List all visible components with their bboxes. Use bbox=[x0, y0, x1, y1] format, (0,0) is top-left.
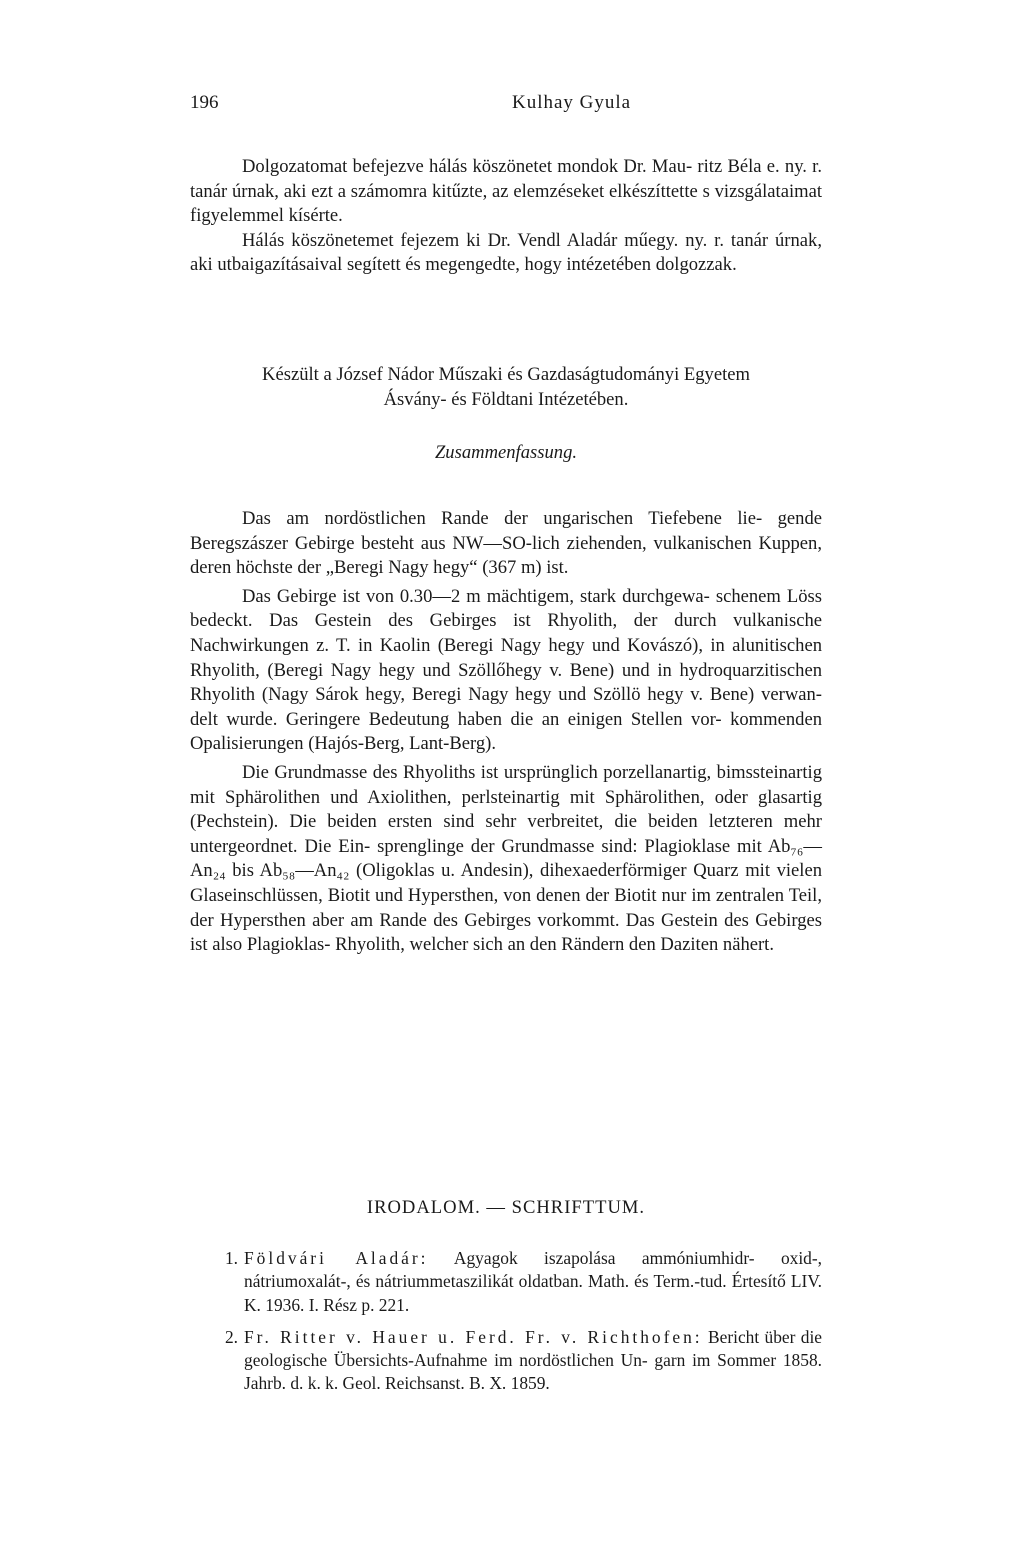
summary-paragraph: Die Grundmasse des Rhyoliths ist ursprünglich porzellanartig, bimssteinartig mit Sphärolithen und Axiolithen, perlsteinartig mit Sphärolithen, oder glasartig (Pechstein). Die beiden ersten sind sehr verbreitet, die beiden letzteren mehr untergeordnet. Die Ein- sprenglinge der Grundmasse sind: Plagioklase mit Ab₇₆— An₂₄ bis Ab₅₈—An₄₂ (Oligoklas u. Andesin), dihexaederförmiger Quarz mit vielen Glaseinschlüssen, Biotit und Hypersthen, von denen der Biotit nur im zentralen Teil, der Hypersthen aber am Rande des Gebirges vorkommt. Das Gestein des Gebirges ist also Plagioklas- Rhyolith, welcher sich an den Rändern den Daziten nähert. bbox=[190, 761, 822, 956]
affiliation bbox=[190, 362, 822, 412]
reference-author: Földvári Aladár: bbox=[244, 1248, 429, 1268]
acknowledgement-paragraph: Dolgozatomat befejezve hálás köszönetet mondok Dr. Mau- ritz Béla e. ny. r. tanár úrnak, aki ezt a számomra kitűzte, az elemzéseket elkészíttette s vizsgálataimat figyelemmel kísérte. bbox=[190, 156, 822, 227]
references-title: IRODALOM. — SCHRIFTTUM. bbox=[366, 1197, 646, 1218]
acknowledgement-paragraph: Hálás köszönetemet fejezem ki Dr. Vendl Aladár műegy. ny. r. tanár úrnak, aki utbaigazításaival segített és megengedte, hogy intézetében dolgozzak. bbox=[190, 229, 822, 276]
reference-author: Fr. Ritter v. Hauer u. Ferd. Fr. v. Richthofen: bbox=[244, 1326, 703, 1347]
reference-item bbox=[190, 1326, 822, 1396]
page-number: 196 bbox=[190, 92, 219, 113]
acknowledgement-section bbox=[190, 155, 822, 278]
reference-number: 1. bbox=[224, 1248, 238, 1268]
affiliation-line: Ásvány- és Földtani Intézetében. bbox=[383, 389, 629, 410]
affiliation-line: Készült a József Nádor Műszaki és Gazdaságtudományi Egyetem bbox=[262, 364, 750, 385]
summary-paragraph: Das am nordöstlichen Rande der ungarischen Tiefebene lie- gende Beregszászer Gebirge besteht aus NW—SO-lich ziehenden, vulkanischen Kuppen, deren höchste der „Beregi Nagy hegy“ (367 m) ist. bbox=[190, 508, 822, 579]
summary-section bbox=[190, 507, 822, 958]
page-header bbox=[190, 92, 820, 122]
summary-title: Zusammenfassung. bbox=[434, 442, 578, 463]
reference-body bbox=[244, 1326, 822, 1396]
summary-paragraph: Das Gebirge ist von 0.30—2 m mächtigem, stark durchgewa- schenem Löss bedeckt. Das Gestein des Gebirges ist Rhyolith, der durch vulkanische Nachwirkungen z. T. in Kaolin (Beregi Nagy hegy und Kovászó), in alunitischen Rhyolith, (Beregi Nagy hegy und Szöllőhegy v. Bene) und in hydroquarzitischen Rhyolith (Nagy Sárok hegy, Beregi Nagy hegy und Szöllö hegy v. Bene) verwan- delt wurde. Geringere Bedeutung haben die an einigen Stellen vor- kommenden Opalisierungen (Hajós-Berg, Lant-Berg). bbox=[190, 585, 822, 755]
reference-text: Bericht über die geologische Übersichts-Aufnahme im nordöstlichen Un- garn im Sommer 1858. Jahrb. d. k. k. Geol. Reichsanst. B. X. 1859. bbox=[244, 1326, 822, 1394]
reference-body bbox=[244, 1247, 822, 1317]
reference-text: Agyagok iszapolása ammóniumhidr- oxid-, nátriumoxalát-, és nátriummetaszilikát oldatban. Math. és Term.-tud. Értesítő LIV. K. 1936. I. Rész p. 221. bbox=[244, 1248, 822, 1315]
references-list bbox=[190, 1247, 822, 1405]
reference-item bbox=[190, 1247, 822, 1317]
reference-number: 2. bbox=[224, 1326, 238, 1347]
running-title: Kulhay Gyula bbox=[512, 92, 632, 113]
